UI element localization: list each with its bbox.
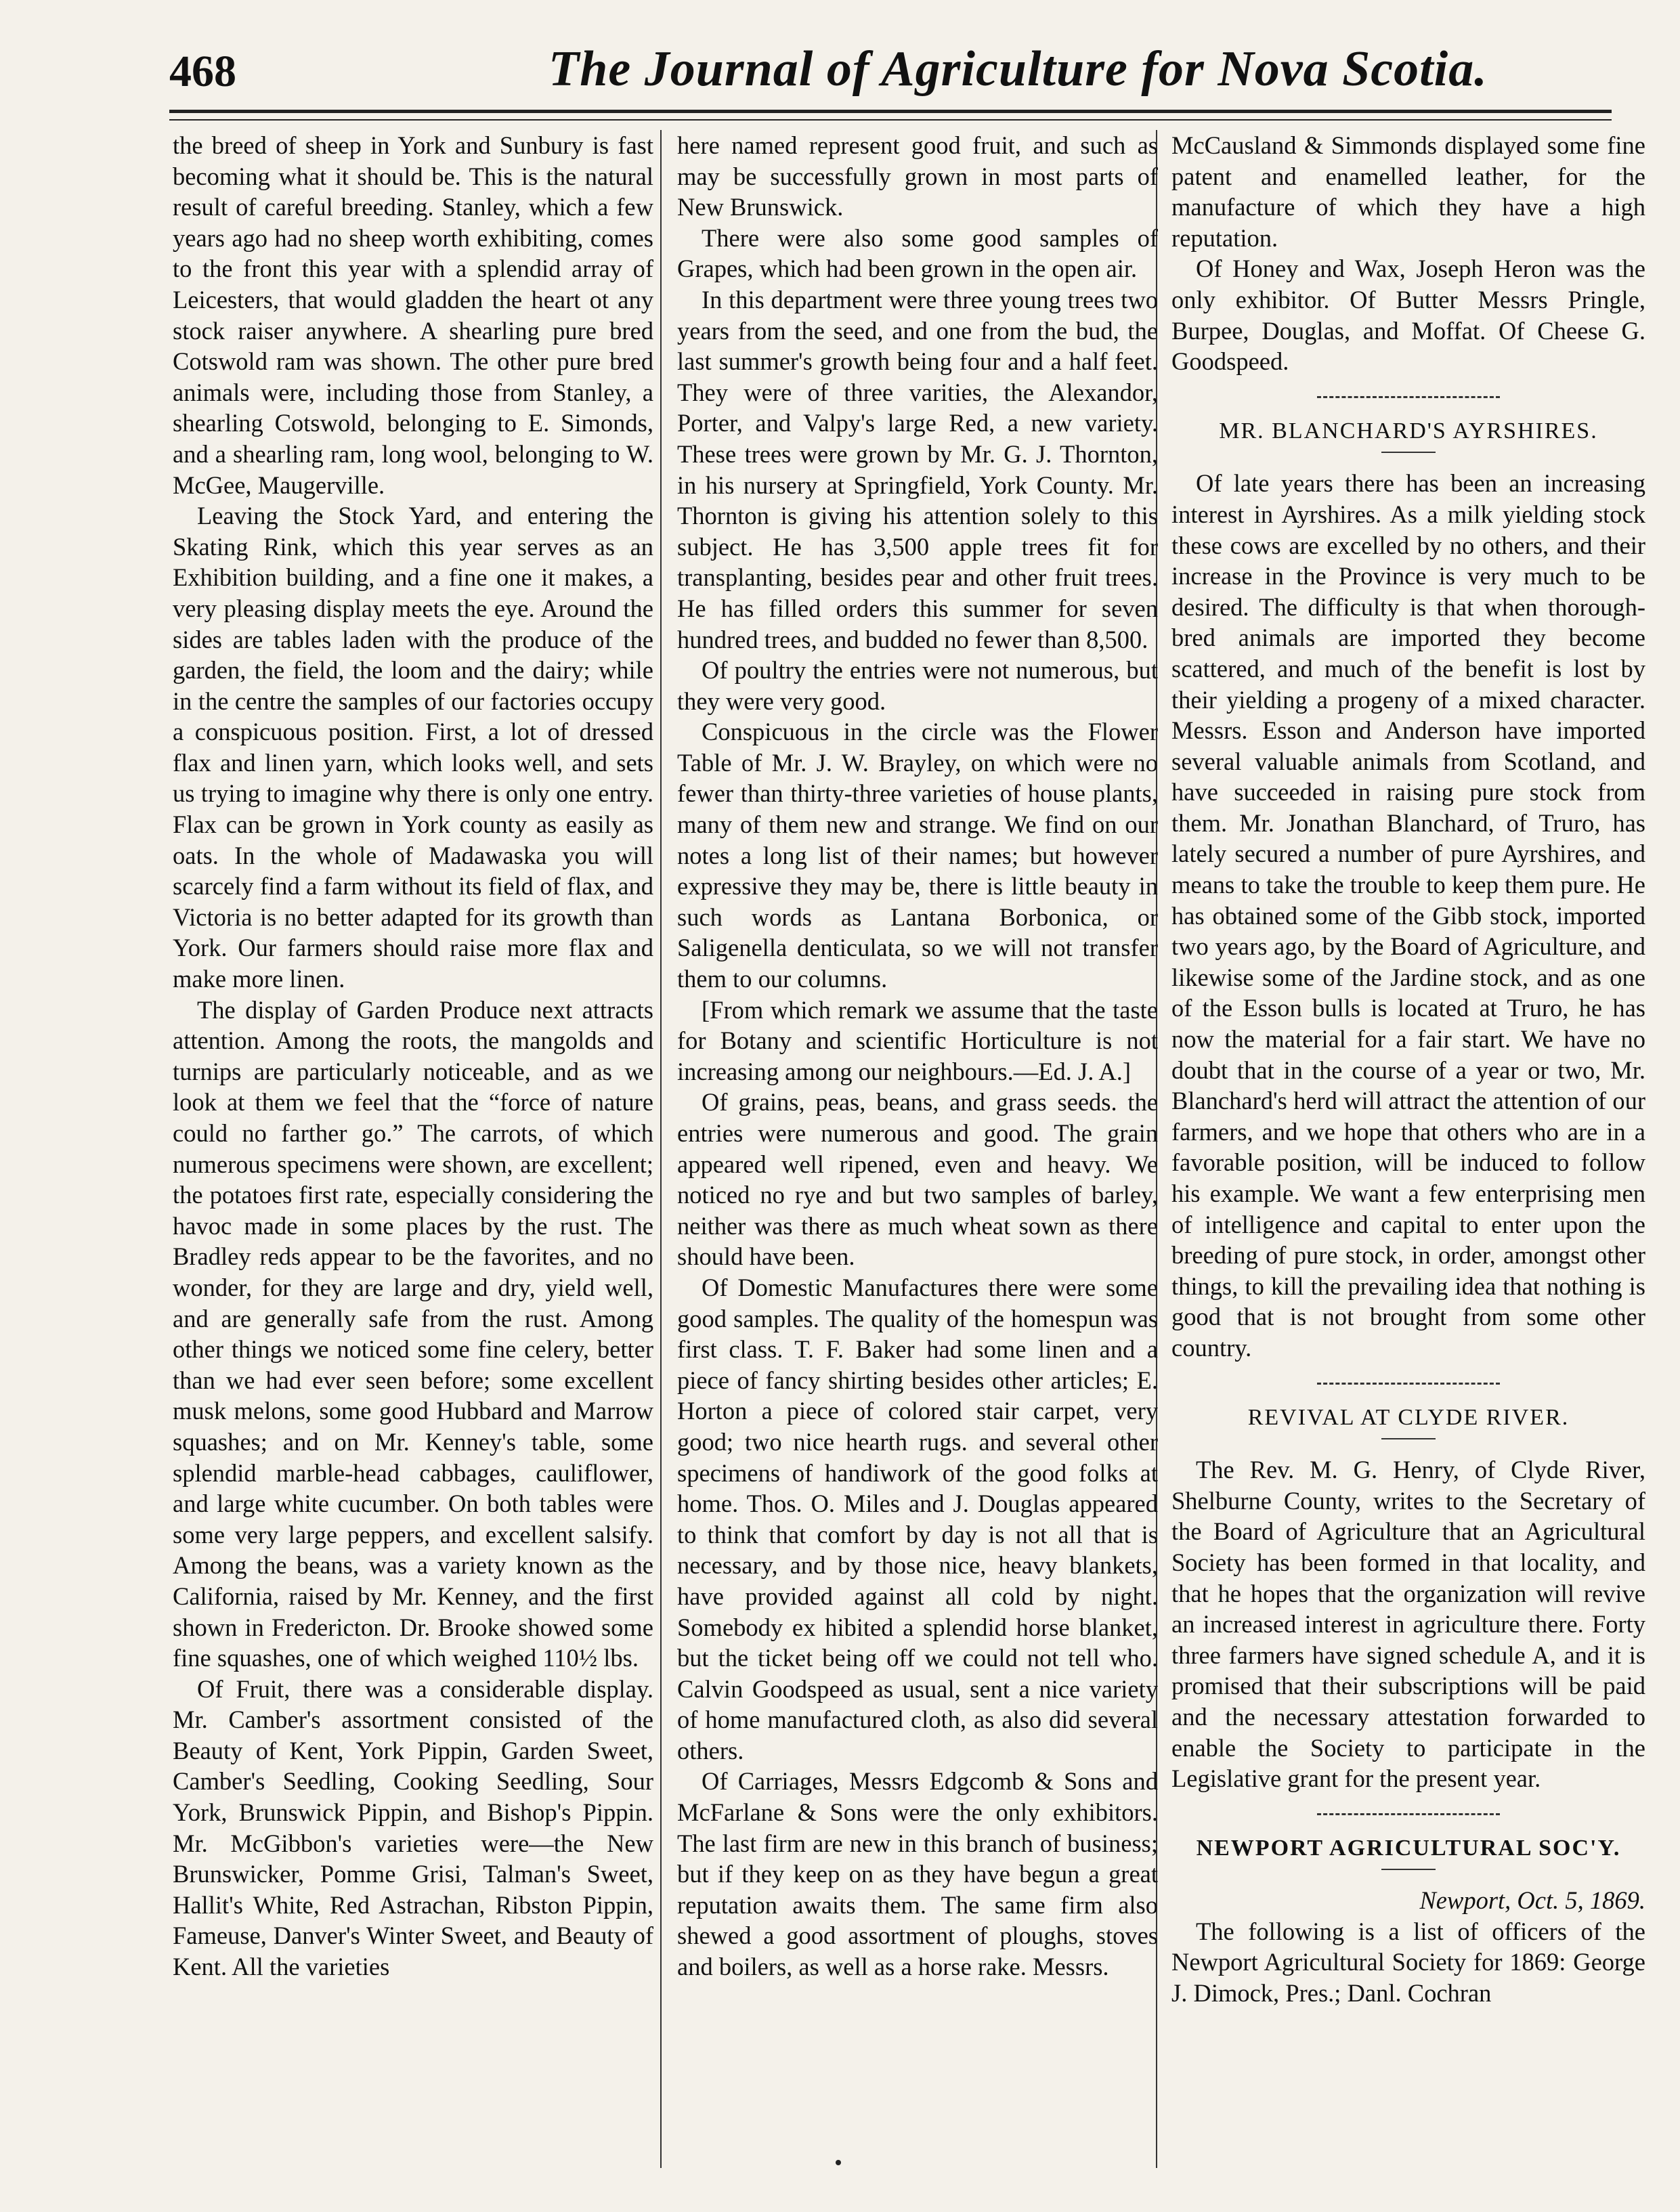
paragraph: McCausland & Simmonds displayed some fine patent and enamelled leather, for the manufacture of which they have a high reputation. [1171,131,1645,252]
paragraph: The Rev. M. G. Henry, of Clyde River, Shelburne County, writes to the Secretary of the Board of Agriculture that an Agricultural Society has been formed in that locality, and that he hopes that the organization will revive an increased interest in agriculture there. Forty three farmers have signed schedule A, and it is promised that their subscriptions will be paid and the necessary attestation forwarded to enable the Society to participate in the Legislative grant for the present year. [1171,1456,1645,1793]
paragraph: Of grains, peas, beans, and grass seeds. the entries were numerous and good. The grain appeared well ripened, even and heavy. We noticed no rye and but two samples of barley, neither was there as much wheat sown as there should have been. [677,1088,1158,1271]
paragraph: here named represent good fruit, and such as may be successfully grown in most parts of New Brunswick. [677,131,1158,221]
heading-rule [1381,1869,1436,1870]
page-dot [836,2160,841,2165]
dateline: Newport, Oct. 5, 1869. [1419,1886,1645,1915]
paragraph: Of Domestic Manufactures there were some good samples. The quality of the homespun was first class. T. F. Baker had some linen and a piece of fancy shirting besides other articles; E. Horton a piece of colored stair carpet, very good; two nice hearth rugs. and several other specimens of handiwork of the good folks at home. Thos. O. Miles and J. Douglas appeared to think that comfort by day is not all that is necessary, and by those nice, heavy blankets, have provided against all cold by night. Somebody ex hibited a splendid horse blanket, but the ticket being off we could not tell who. Calvin Goodspeed as usual, sent a nice variety of home manufactured cloth, as also did several others. [677,1273,1158,1764]
header-rule-thin [169,119,1612,121]
paragraph: In this department were three young trees two years from the seed, and one from the bud, the last summer's growth being four and a half feet. They were of three varities, the Alexandor, Porter, and Valpy's large Red, a new variety. These trees were grown by Mr. G. J. Thornton, in his nursery at Springfield, York County. Mr. Thornton is giving his attention solely to this subject. He has 3,500 apple trees fit for transplanting, besides pear and other fruit trees. He has filled orders this summer for seven hundred trees, and budded no fewer than 8,500. [677,285,1158,653]
page-number: 468 [169,47,236,96]
paragraph: Of Carriages, Messrs Edgcomb & Sons and McFarlane & Sons were the only exhibitors. The last firm are new in this branch of business; but if they keep on as they have begun a great reputation awaits them. The same firm also shewed a good assortment of ploughs, stoves and boilers, as well as a horse rake. Messrs. [677,1767,1158,1981]
paragraph: There were also some good samples of Grapes, which had been grown in the open air. [677,223,1158,283]
heading-rule [1381,1438,1436,1439]
section-heading-ayrshires: MR. BLANCHARD'S AYRSHIRES. [1219,418,1598,443]
section-heading-revival: REVIVAL AT CLYDE RIVER. [1247,1404,1570,1430]
section-separator [1317,1813,1500,1815]
page-header [169,41,1612,108]
section-heading-newport: NEWPORT AGRICULTURAL SOC'Y. [1196,1835,1621,1861]
paragraph: Of poultry the entries were not numerous, but they were very good. [677,656,1158,715]
paragraph: Of late years there has been an increasing interest in Ayrshires. As a milk yielding stock these cows are excelled by no others, and their increase in the Province is very much to be desired. The difficulty is that when thorough-bred animals are imported they become scattered, and much of the benefit is lost by their yielding a progeny of a mixed character. Messrs. Esson and Anderson have imported several valuable animals from Scotland, and have succeeded in raising pure stock from them. Mr. Jonathan Blanchard, of Truro, has lately secured a number of pure Ayrshires, and means to take the trouble to keep them pure. He has obtained some of the Gibb stock, imported two years ago, by the Board of Agriculture, and likewise some of the Jardine stock, and as one of the Esson bulls is located at Truro, he has now the material for a fair start. We have no doubt that in the course of a year or two, Mr. Blanchard's herd will attract the attention of our farmers, and we hope that others who are in a favorable position, will be induced to follow his example. We want a few enterprising men of intelligence and capital to enter upon the breeding of pure stock, in order, amongst other things, to kill the prevailing idea that nothing is good that is not brought from some other country. [1171,469,1645,1362]
column-3 [1171,130,1645,2175]
heading-rule [1381,452,1436,453]
column-2 [677,130,1158,2175]
section-separator [1317,396,1500,398]
journal-title: The Journal of Agriculture for Nova Scotia. [548,41,1488,97]
column-1 [173,130,653,2175]
column-divider-1 [660,130,662,2168]
header-rule [169,110,1612,113]
paragraph: Of Honey and Wax, Joseph Heron was the only exhibitor. Of Butter Messrs Pringle, Burpee, Douglas, and Moffat. Of Cheese G. Goodspeed. [1171,255,1645,376]
paragraph: The display of Garden Produce next attracts attention. Among the roots, the mangolds and turnips are particularly noticeable, and as we look at them we feel that the “force of nature could no farther go.” The carrots, of which numerous specimens were shown, are excellent; the potatoes first rate, especially considering the havoc made in some places by the rust. The Bradley reds appear to be the favorites, and no wonder, for they are large and dry, yield well, and are generally safe from the rust. Among other things we noticed some fine celery, better than we had ever seen before; some excellent musk melons, some good Hubbard and Marrow squashes; and on Mr. Kenney's table, some splendid marble-head cabbages, cauliflower, and large white cucumber. On both tables were some very large peppers, and excellent salsify. Among the beans, was a variety known as the California, raised by Mr. Kenney, and the first shown in Fredericton. Dr. Brooke showed some fine squashes, one of which weighed 110½ lbs. [173,995,653,1672]
paragraph: The following is a list of officers of the Newport Agricultural Society for 1869: George J. Dimock, Pres.; Danl. Cochran [1171,1917,1645,2008]
editor-note: [From which remark we assume that the taste for Botany and scientific Horticulture is not increasing among our neighbours.—Ed. J. A.] [677,995,1158,1085]
paragraph: Conspicuous in the circle was the Flower Table of Mr. J. W. Brayley, on which were no fewer than thirty-three varieties of house plants, many of them new and strange. We find on our notes a long list of their names; but however expressive they may be, there is little beauty in such words as Lantana Borbonica, or Saligenella denticulata, so we will not transfer them to our columns. [677,718,1158,993]
paragraph: Of Fruit, there was a considerable display. Mr. Camber's assortment consisted of the Beauty of Kent, York Pippin, Garden Sweet, Camber's Seedling, Cooking Seedling, Sour York, Brunswick Pippin, and Bishop's Pippin. Mr. McGibbon's varieties were—the New Brunswicker, Pomme Grisi, Talman's Sweet, Hallit's White, Red Astrachan, Ribston Pippin, Fameuse, Danver's Winter Sweet, and Beauty of Kent. All the varieties [173,1674,653,1981]
paragraph: the breed of sheep in York and Sunbury is fast becoming what it should be. This is the natural result of careful breeding. Stanley, which a few years ago had no sheep worth exhibiting, comes to the front this year with a splendid array of Leicesters, that would gladden the heart ot any stock raiser anywhere. A shearling pure bred Cotswold ram was shown. The other pure bred animals were, including those from Stanley, a shearling Cotswold, belonging to E. Simonds, and a shearling ram, long wool, belonging to W. McGee, Maugerville. [173,131,653,499]
paragraph: Leaving the Stock Yard, and entering the Skating Rink, which this year serves as an Exhibition building, and a fine one it makes, a very pleasing display meets the eye. Around the sides are tables laden with the produce of the garden, the field, the loom and the dairy; while in the centre the samples of our factories occupy a conspicuous position. First, a lot of dressed flax and linen yarn, which looks well, and sets us trying to imagine why there is only one entry. Flax can be grown in York county as easily as oats. In the whole of Madawaska you will scarcely find a farm without its field of flax, and Victoria is no better adapted for its growth than York. Our farmers should raise more flax and make more linen. [173,502,653,993]
section-separator [1317,1383,1500,1385]
